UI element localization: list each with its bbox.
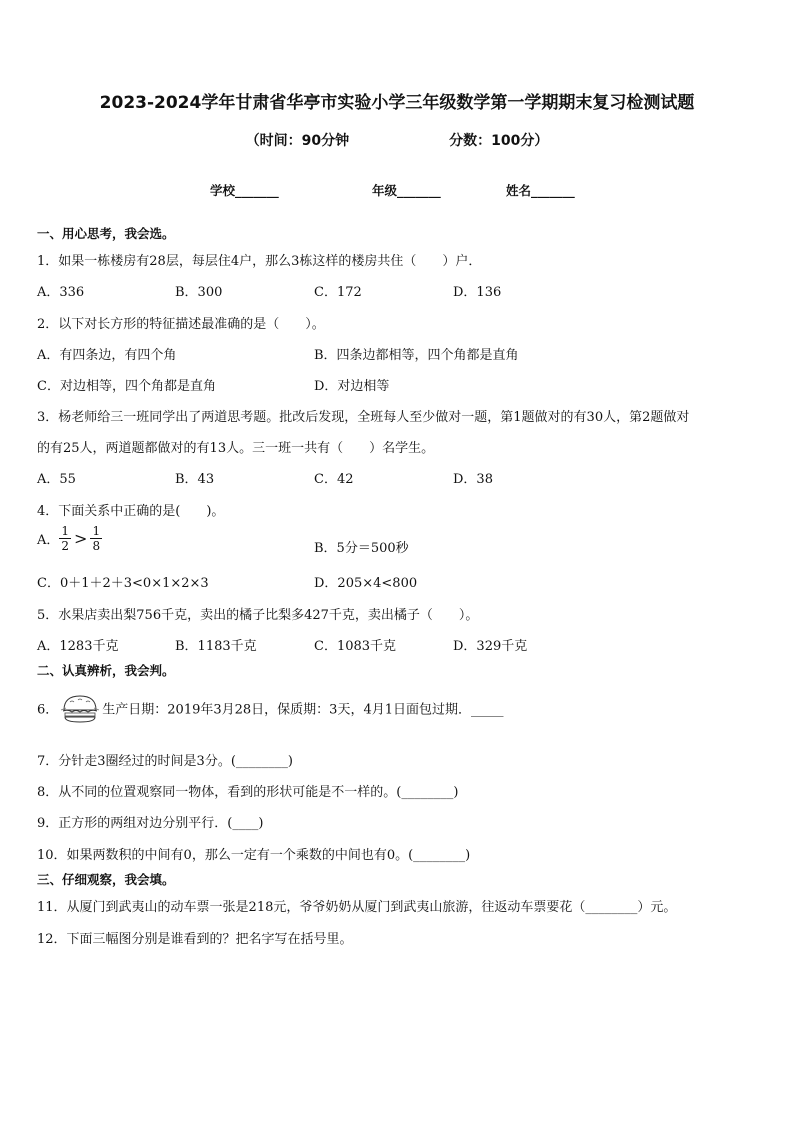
exam-title: 2023-2024学年甘肃省华亭市实验小学三年级数学第一学期期末复习检测试题: [99, 93, 695, 113]
school-field: 学校_______: [210, 183, 279, 198]
q2-option-d: D．对边相等: [314, 379, 390, 394]
fraction-denominator: 2: [61, 539, 70, 553]
question-1: 1．如果一栋楼房有28层，每层住4户，那么3栋这样的楼房共住（ ）户．: [37, 254, 482, 269]
q5-option-c: C．1083千克: [314, 639, 397, 654]
q1-option-c: C．172: [314, 285, 362, 300]
q2-option-c: C．对边相等，四个角都是直角: [37, 379, 216, 394]
grade-field: 年级_______: [372, 183, 441, 198]
q4-option-d: D．205×4<800: [314, 576, 418, 591]
fraction-one-half: [59, 524, 71, 553]
question-12: 12．下面三幅图分别是谁看到的？把名字写在括号里。: [37, 932, 353, 947]
q5-option-d: D．329千克: [453, 639, 528, 654]
q3-option-b: B．43: [175, 472, 215, 487]
q3-option-c: C．42: [314, 472, 354, 487]
exam-subtitle: [0, 130, 794, 150]
question-4: 4．下面关系中正确的是( )。: [37, 504, 225, 519]
section-heading-judge: 二、认真辨析，我会判。: [37, 663, 175, 678]
q4-option-a-prefix: A．: [37, 533, 60, 548]
question-8: 8．从不同的位置观察同一物体，看到的形状可能是不一样的。(________): [37, 785, 459, 800]
greater-than-sign: >: [74, 529, 88, 548]
exam-time: （时间：90分钟: [245, 133, 350, 149]
fraction-numerator: 1: [92, 524, 101, 538]
fraction-one-eighth: [90, 524, 102, 553]
question-2: 2．以下对长方形的特征描述最准确的是（ ）。: [37, 317, 325, 332]
name-field: 姓名_______: [506, 183, 575, 198]
exam-score: 分数：100分）: [449, 133, 549, 149]
fraction-denominator: 8: [92, 539, 101, 553]
q4-option-c: C．0＋1＋2＋3<0×1×2×3: [37, 576, 209, 591]
q5-option-a: A．1283千克: [37, 639, 119, 654]
question-10: 10．如果两数积的中间有0，那么一定有一个乘数的中间也有0。(________): [37, 848, 471, 863]
q4-option-b: B．5分＝500秒: [314, 541, 409, 556]
question-3-line-1: 3．杨老师给三一班同学出了两道思考题。批改后发现，全班每人至少做对一题，第1题做对的有30人，第2题做对: [37, 410, 690, 425]
q3-option-d: D．38: [453, 472, 493, 487]
question-7: 7．分针走3圈经过的时间是3分。(________): [37, 754, 293, 769]
q1-option-a: A．336: [37, 285, 85, 300]
bread-icon: [60, 692, 100, 724]
section-heading-choice: 一、用心思考，我会选。: [37, 226, 175, 241]
question-9: 9．正方形的两组对边分别平行．(____): [37, 816, 264, 831]
q4-option-a: [37, 524, 102, 553]
q3-option-a: A．55: [37, 472, 76, 487]
q1-option-b: B．300: [175, 285, 223, 300]
question-3-line-2: 的有25人，两道题都做对的有13人。三一班一共有（ ）名学生。: [37, 441, 435, 456]
fraction-numerator: 1: [61, 524, 70, 538]
q5-option-b: B．1183千克: [175, 639, 257, 654]
q2-option-b: B．四条边都相等，四个角都是直角: [314, 348, 519, 363]
q1-option-d: D．136: [453, 285, 502, 300]
question-5: 5．水果店卖出梨756千克，卖出的橘子比梨多427千克，卖出橘子（ ）。: [37, 608, 479, 623]
question-11: 11．从厦门到武夷山的动车票一张是218元，爷爷奶奶从厦门到武夷山旅游，往返动车票要花（________）元。: [37, 900, 677, 915]
section-heading-fill: 三、仔细观察，我会填。: [37, 872, 175, 887]
question-6: [37, 692, 504, 724]
question-6-number: 6．: [37, 702, 59, 718]
q2-option-a: A．有四条边，有四个角: [37, 348, 177, 363]
question-6-text: 生产日期：2019年3月28日，保质期：3天，4月1日面包过期．_____: [102, 702, 504, 718]
